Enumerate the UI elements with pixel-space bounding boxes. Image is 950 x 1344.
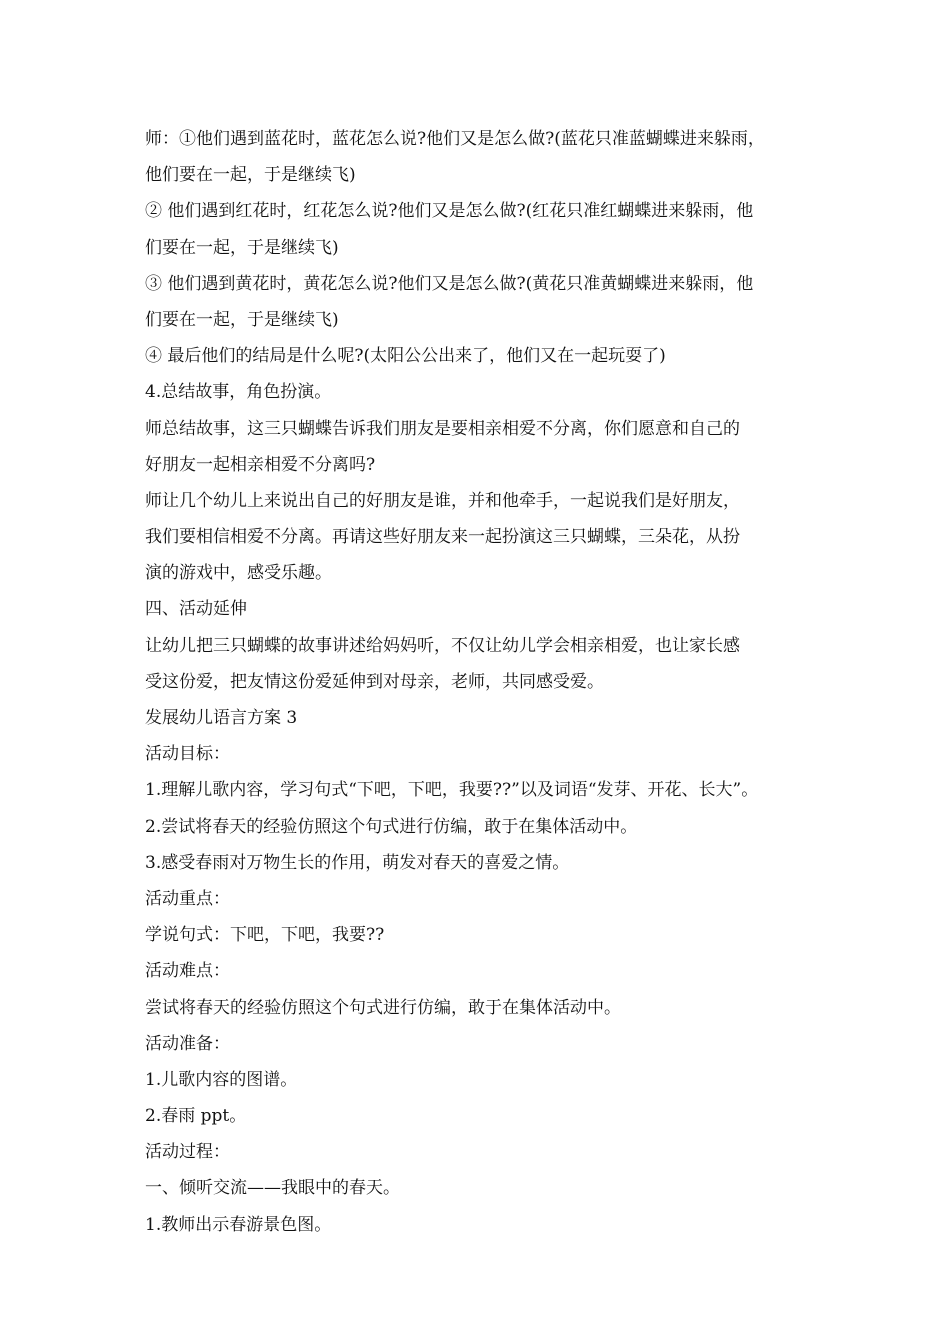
section-heading: 活动过程： xyxy=(145,1142,230,1163)
text-line: 师：①他们遇到蓝花时，蓝花怎么说?他们又是怎么做?(蓝花只准蓝蝴蝶进来躲雨， xyxy=(145,129,765,149)
text-line: 们要在一起，于是继续飞) xyxy=(145,237,339,258)
numbered-step: 2.尝试将春天的经验仿照这个句式进行仿编，敢于在集体活动中。 xyxy=(145,816,638,837)
text-line: 学说句式：下吧，下吧，我要?? xyxy=(145,925,385,946)
text-line: 让幼儿把三只蝴蝶的故事讲述给妈妈听，不仅让幼儿学会相亲相爱，也让家长感 xyxy=(145,635,740,656)
section-heading: 四、活动延伸 xyxy=(145,599,247,620)
text-line: ③ 他们遇到黄花时，黄花怎么说?他们又是怎么做?(黄花只准黄蝴蝶进来躲雨，他 xyxy=(145,273,754,294)
section-heading: 活动重点： xyxy=(145,888,230,909)
plan-title: 发展幼儿语言方案 3 xyxy=(145,708,298,728)
text-line: 好朋友一起相亲相爱不分离吗? xyxy=(145,454,376,475)
section-heading: 活动目标： xyxy=(145,744,230,765)
numbered-step: 4.总结故事，角色扮演。 xyxy=(145,382,332,403)
numbered-step: 1.理解儿歌内容，学习句式“下吧，下吧，我要??”以及词语“发芽、开花、长大”。 xyxy=(145,780,759,801)
text-line: 我们要相信相爱不分离。再请这些好朋友来一起扮演这三只蝴蝶，三朵花，从扮 xyxy=(145,527,740,548)
text-line: ② 他们遇到红花时，红花怎么说?他们又是怎么做?(红花只准红蝴蝶进来躲雨，他 xyxy=(145,201,754,222)
numbered-step: 1.教师出示春游景色图。 xyxy=(145,1214,332,1235)
text-line: 们要在一起，于是继续飞) xyxy=(145,309,339,330)
section-heading: 一、倾听交流——我眼中的春天。 xyxy=(145,1178,400,1199)
numbered-step: 3.感受春雨对万物生长的作用，萌发对春天的喜爱之情。 xyxy=(145,852,570,873)
text-line: ④ 最后他们的结局是什么呢?(太阳公公出来了，他们又在一起玩耍了) xyxy=(145,346,666,367)
numbered-step: 1.儿歌内容的图谱。 xyxy=(145,1069,298,1090)
document-body xyxy=(145,121,815,1243)
section-heading: 活动准备： xyxy=(145,1033,230,1054)
text-line: 尝试将春天的经验仿照这个句式进行仿编，敢于在集体活动中。 xyxy=(145,997,621,1018)
text-line: 师让几个幼儿上来说出自己的好朋友是谁，并和他牵手，一起说我们是好朋友， xyxy=(145,490,740,511)
section-heading: 活动难点： xyxy=(145,961,230,982)
text-line: 演的游戏中，感受乐趣。 xyxy=(145,563,332,584)
text-line: 师总结故事，这三只蝴蝶告诉我们朋友是要相亲相爱不分离，你们愿意和自己的 xyxy=(145,418,740,439)
text-line: 受这份爱，把友情这份爱延伸到对母亲，老师，共同感受爱。 xyxy=(145,671,604,692)
text-line: 他们要在一起，于是继续飞) xyxy=(145,165,356,186)
numbered-step: 2.春雨 ppt。 xyxy=(145,1106,247,1127)
